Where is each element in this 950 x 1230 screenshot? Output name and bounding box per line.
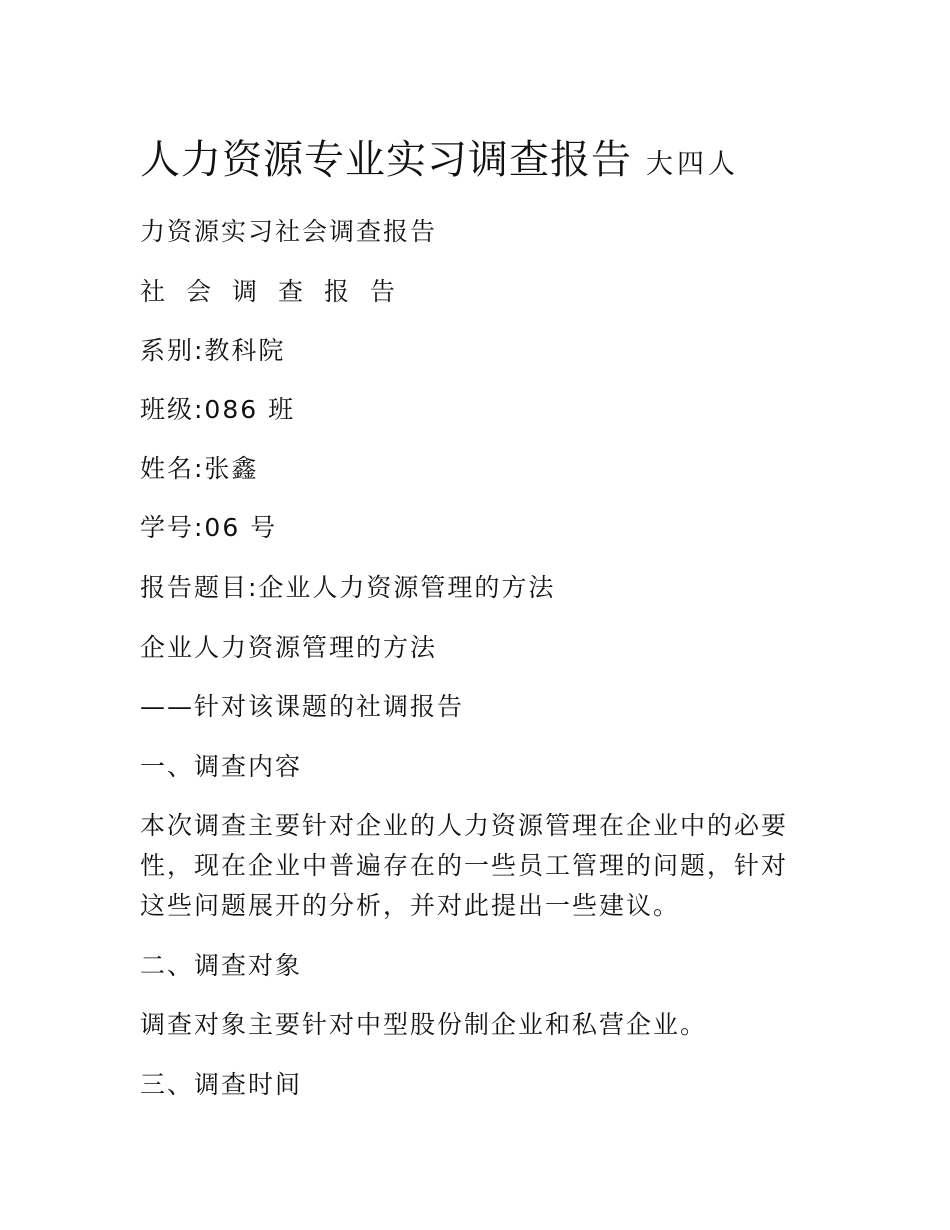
title-main: 人力资源专业实习调查报告 <box>140 137 632 183</box>
topic-title: 企业人力资源管理的方法 <box>140 633 438 662</box>
document-subtitle: 力资源实习社会调查报告 <box>140 217 438 246</box>
section-2-paragraph: 调查对象主要针对中型股份制企业和私营企业。 <box>140 1010 708 1039</box>
section-3-heading: 三、调查时间 <box>140 1070 303 1099</box>
paragraph-line: 本次调查主要针对企业的人力资源管理在企业中的必要 <box>140 811 789 840</box>
section-1-paragraph <box>140 806 800 926</box>
section-2-heading: 二、调查对象 <box>140 951 303 980</box>
report-topic-line: 报告题目:企业人力资源管理的方法 <box>140 573 556 602</box>
report-heading: 社会调查报告 <box>140 277 417 306</box>
name-line: 姓名:张鑫 <box>140 454 259 483</box>
topic-subtitle: ——针对该课题的社调报告 <box>140 692 465 721</box>
paragraph-line: 性，现在企业中普遍存在的一些员工管理的问题，针对 <box>140 851 789 880</box>
department-line: 系别:教科院 <box>140 336 286 365</box>
document-title <box>140 128 739 185</box>
student-number-line: 学号:06 号 <box>140 513 278 542</box>
section-1-heading: 一、调查内容 <box>140 752 303 781</box>
paragraph-line: 这些问题展开的分析，并对此提出一些建议。 <box>140 891 681 920</box>
class-line: 班级:086 班 <box>140 395 296 424</box>
title-tail: 大四人 <box>646 149 739 180</box>
